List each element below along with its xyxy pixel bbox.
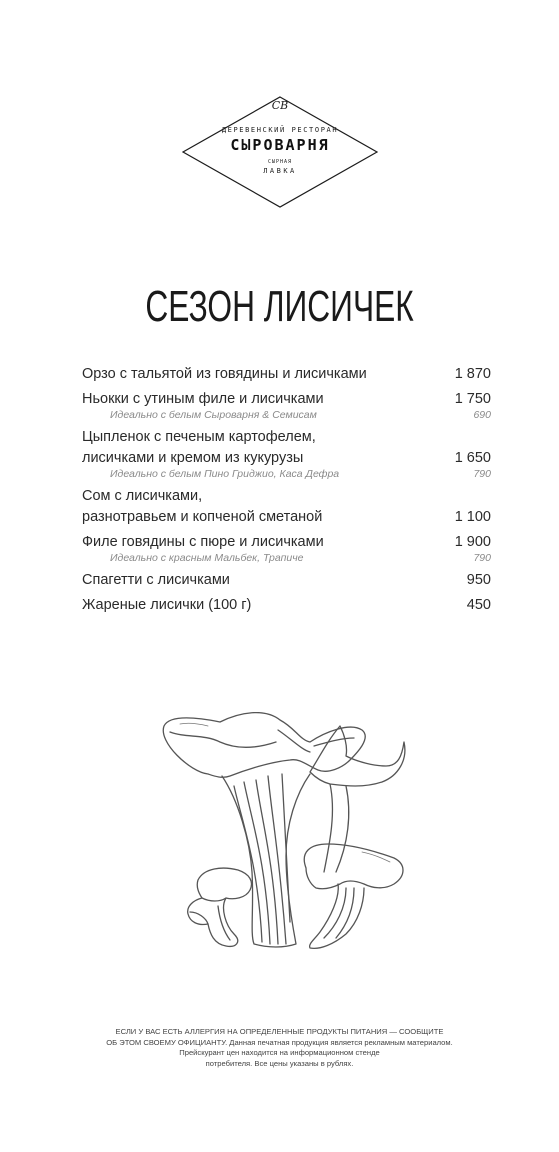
menu-item-name: [82, 595, 251, 616]
wine-pairing: [82, 408, 491, 423]
menu-item-name-line: Филе говядины с пюре и лисичками: [82, 534, 324, 550]
chanterelle-mushrooms-illustration: [150, 712, 410, 952]
menu-item-price: 1 870: [454, 366, 491, 382]
menu-item-price: 950: [466, 572, 491, 588]
menu-item-name: [82, 389, 324, 410]
menu-item-name-line: Спагетти с лисичками: [82, 572, 230, 588]
menu-item-name-line: Орзо с тальятой из говядины и лисичками: [82, 366, 367, 382]
menu-item-price: 450: [466, 597, 491, 613]
logo-subtitle: ДЕРЕВЕНСКИЙ РЕСТОРАН: [221, 126, 339, 134]
menu-item: [82, 532, 491, 566]
restaurant-logo: [182, 96, 378, 208]
menu-item: [82, 364, 491, 385]
menu-item-name: [82, 486, 322, 528]
menu-item-name-line: лисичками и кремом из кукурузы: [82, 450, 304, 466]
menu-item-name: [82, 570, 230, 591]
menu-item: [82, 389, 491, 423]
menu-item-name-line: Жареные лисички (100 г): [82, 597, 252, 613]
wine-pairing-text: Идеально с белым Пино Гриджио, Каса Дефра: [110, 468, 340, 480]
menu-item: [82, 486, 491, 528]
menu-item: [82, 570, 491, 591]
footer-disclaimer: [60, 1027, 499, 1069]
footer-line: Прейскурант цен находится на информационном стенде: [179, 1048, 380, 1057]
menu-item-name-line: Ньокки с утиным филе и лисичками: [82, 391, 324, 407]
logo-monogram: СВ: [271, 99, 289, 112]
menu-item-name-line: Сом с лисичками,: [82, 488, 203, 504]
menu-item-name: [82, 532, 324, 553]
wine-pairing-price: 790: [473, 552, 491, 564]
menu-item: [82, 427, 491, 482]
menu-list: [82, 364, 491, 620]
logo-name: СЫРОВАРНЯ: [230, 136, 330, 154]
menu-item-price: 1 100: [454, 509, 491, 525]
menu-item: [82, 595, 491, 616]
wine-pairing: [82, 551, 491, 566]
wine-pairing-text: Идеально с белым Сыроварня & Семисам: [110, 409, 317, 421]
menu-item-price: 1 750: [454, 391, 491, 407]
page-title: СЕЗОН ЛИСИЧЕК: [145, 282, 414, 331]
menu-item-name-line: разнотравьем и копченой сметаной: [82, 509, 323, 525]
menu-item-name: [82, 427, 316, 469]
logo-shop-line2: ЛАВКА: [263, 167, 297, 175]
footer-line: ЕСЛИ У ВАС ЕСТЬ АЛЛЕРГИЯ НА ОПРЕДЕЛЕННЫЕ ПРОДУКТЫ ПИТАНИЯ — СООБЩИТЕ: [115, 1027, 444, 1036]
footer-line: ОБ ЭТОМ СВОЕМУ ОФИЦИАНТУ. Данная печатная продукция является рекламным материалом.: [106, 1037, 453, 1047]
menu-item-price: 1 900: [454, 534, 491, 550]
wine-pairing-price: 690: [473, 409, 491, 421]
wine-pairing-price: 790: [473, 468, 491, 480]
logo-shop-line1: СЫРНАЯ: [267, 159, 293, 165]
footer-line: потребителя. Все цены указаны в рублях.: [205, 1058, 354, 1068]
menu-item-price: 1 650: [454, 450, 491, 466]
menu-item-name: [82, 364, 367, 385]
wine-pairing-text: Идеально с красным Мальбек, Трапиче: [110, 552, 304, 564]
menu-item-name-line: Цыпленок с печеным картофелем,: [82, 429, 316, 445]
wine-pairing: [82, 467, 491, 482]
